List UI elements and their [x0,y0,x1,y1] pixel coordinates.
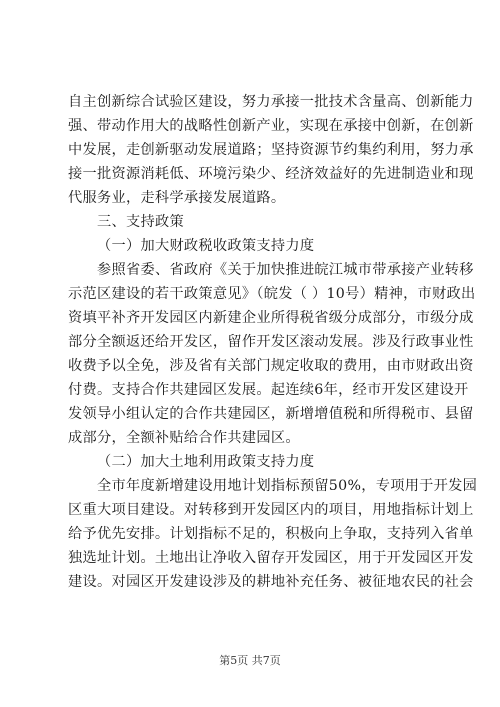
text-line: 部分全额返还给开发区，留作开发区滚动发展。涉及行政事业性 [68,334,474,350]
text-line: 示范区建设的若干政策意见》（皖发（ ）10号）精神，市财政出 [68,286,476,302]
text-line: 全市年度新增建设用地计划指标预留50%，专项用于开发园 [97,478,478,494]
text-line: 成部分，全额补贴给合作共建园区。 [68,430,300,446]
subsection-heading: （一）加大财政税收政策支持力度 [97,238,315,254]
text-line: 中发展，走创新驱动发展道路；坚持资源节约集约利用，努力承 [68,142,474,158]
text-line: 自主创新综合试验区建设，努力承接一批技术含量高、创新能力 [68,94,474,110]
text-line: 接一批资源消耗低、环境污染少、经济效益好的先进制造业和现 [68,166,474,182]
text-line: 代服务业，走科学承接发展道路。 [68,190,286,206]
text-line: 强、带动作用大的战略性创新产业，实现在承接中创新，在创新 [68,118,474,134]
section-heading: 三、支持政策 [97,214,184,230]
body-text [68,90,478,594]
page-footer: 第5页 共7页 [219,654,281,667]
text-line: 独选址计划。土地出让净收入留存开发园区，用于开发园区开发 [68,550,474,566]
text-line: 收费予以全免，涉及省有关部门规定收取的费用，由市财政出资 [68,358,474,374]
text-line: 参照省委、省政府《关于加快推进皖江城市带承接产业转移 [97,262,474,278]
text-line: 付费。支持合作共建园区发展。起连续6年，经市开发区建设开 [68,382,469,398]
text-line: 给予优先安排。计划指标不足的，积极向上争取，支持列入省单 [68,526,474,542]
text-line: 发领导小组认定的合作共建园区，新增增值税和所得税市、县留 [68,406,474,422]
text-line: 区重大项目建设。对转移到开发园区内的项目，用地指标计划上 [68,502,474,518]
text-line: 建设。对园区开发建设涉及的耕地补充任务、被征地农民的社会 [68,574,474,590]
text-line: 资填平补齐开发园区内新建企业所得税省级分成部分，市级分成 [68,310,474,326]
subsection-heading: （二）加大土地利用政策支持力度 [97,454,315,470]
